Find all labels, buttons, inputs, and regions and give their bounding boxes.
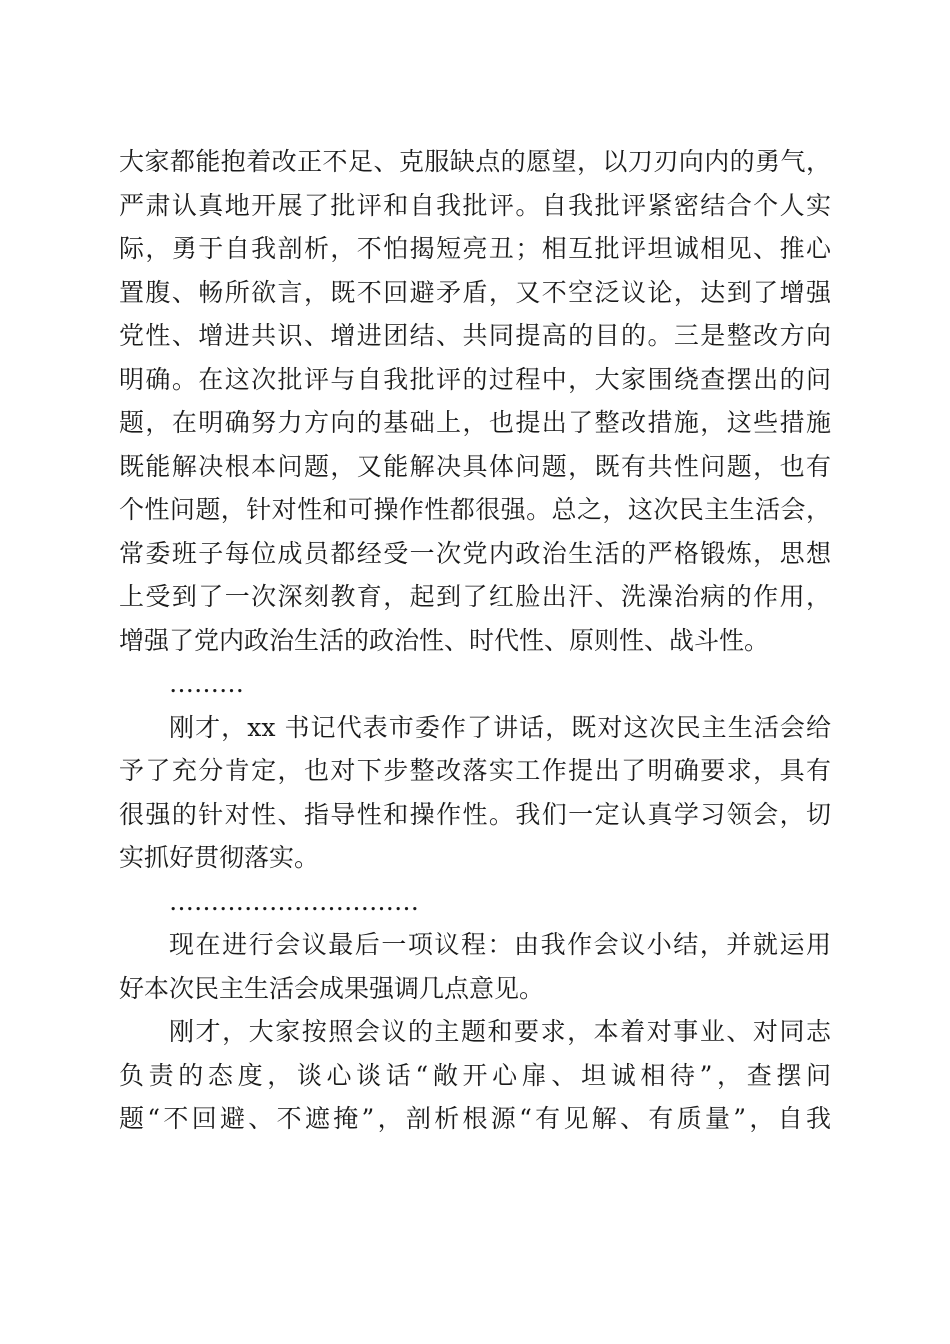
paragraph-line: 很强的针对性、指导性和操作性。我们一定认真学习领会，切 [119,799,831,829]
ellipsis-separator: ……… [169,669,244,698]
paragraph-line: 明确。在这次批评与自我批评的过程中，大家围绕查摆出的问 [119,364,831,394]
paragraph-line: 负责的态度，谈心谈话“敞开心扉、坦诚相待”，查摆问 [119,1060,831,1090]
document-body [119,140,831,1141]
paragraph-line: 好本次民主生活会成果强调几点意见。 [119,973,545,1003]
paragraph-line: 上受到了一次深刻教育，起到了红脸出汗、洗澡治病的作用， [119,582,831,611]
paragraph-line: 严肃认真地开展了批评和自我批评。自我批评紧密结合个人实 [119,190,831,220]
paragraph-line: 实抓好贯彻落实。 [119,843,320,872]
paragraph-line: 现在进行会议最后一项议程：由我作会议小结，并就运用 [169,930,831,959]
paragraph-line: 个性问题，针对性和可操作性都很强。总之，这次民主生活会， [119,495,831,524]
paragraph-line: 大家都能抱着改正不足、克服缺点的愿望，以刀刃向内的勇气， [119,147,831,176]
paragraph-line: 常委班子每位成员都经受一次党内政治生活的严格锻炼，思想 [119,538,831,568]
paragraph-line: 既能解决根本问题，又能解决具体问题，既有共性问题，也有 [119,451,831,481]
paragraph-1 [119,140,831,662]
paragraph-line: 刚才，xx 书记代表市委作了讲话，既对这次民主生活会给 [169,712,831,742]
paragraph-4 [119,1010,831,1141]
paragraph-line: 增强了党内政治生活的政治性、时代性、原则性、战斗性。 [119,625,770,655]
paragraph-3 [119,923,831,1010]
paragraph-line: 题，在明确努力方向的基础上，也提出了整改措施，这些措施 [119,408,831,437]
ellipsis-separator: ………………………… [169,886,419,916]
paragraph-2 [119,706,831,880]
paragraph-line: 党性、增进共识、增进团结、共同提高的目的。三是整改方向 [119,321,831,350]
paragraph-line: 置腹、畅所欲言，既不回避矛盾，又不空泛议论，达到了增强 [119,277,831,307]
paragraph-line: 际，勇于自我剖析，不怕揭短亮丑；相互批评坦诚相见、推心 [119,234,831,263]
paragraph-line: 刚才，大家按照会议的主题和要求，本着对事业、对同志 [169,1017,831,1046]
paragraph-line: 题“不回避、不遮掩”，剖析根源“有见解、有质量”，自我 [119,1104,831,1133]
paragraph-line: 予了充分肯定，也对下步整改落实工作提出了明确要求，具有 [119,756,831,785]
